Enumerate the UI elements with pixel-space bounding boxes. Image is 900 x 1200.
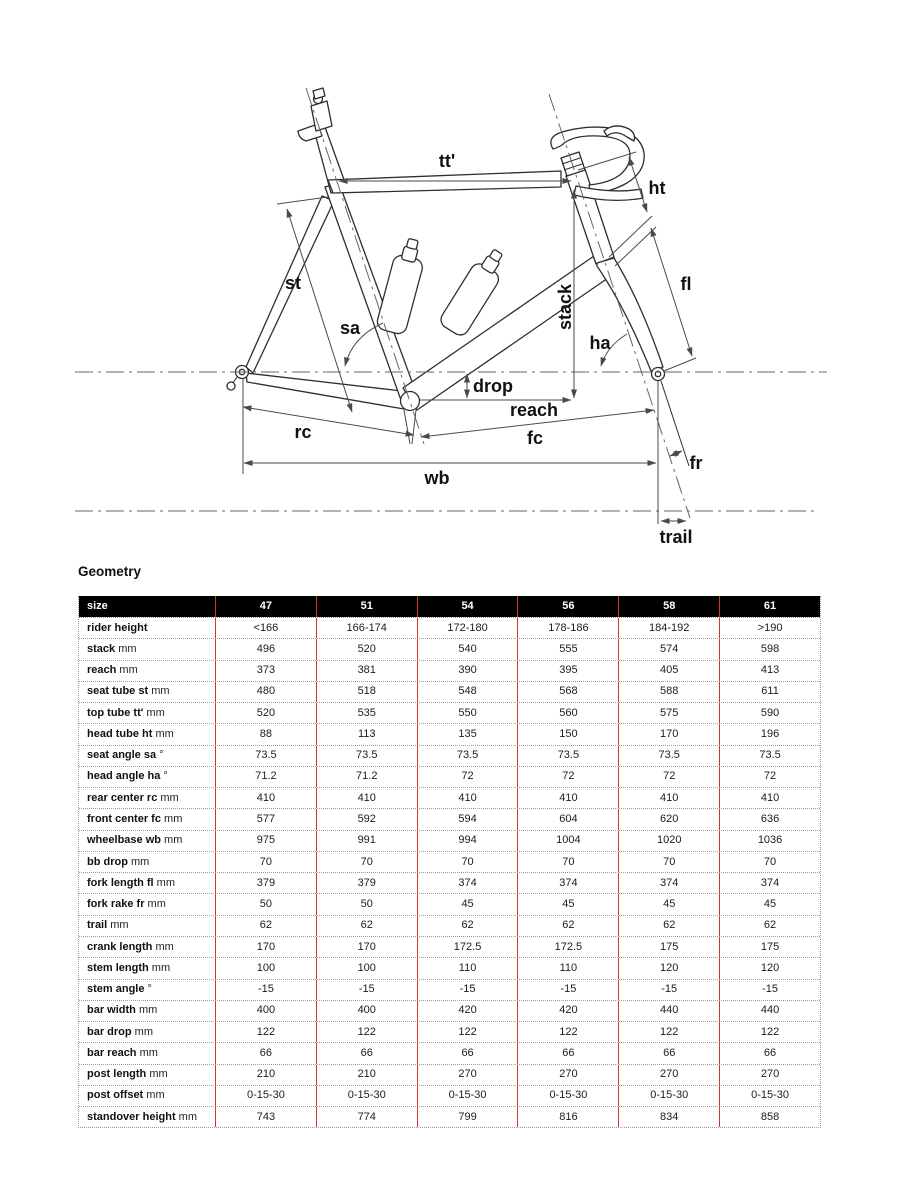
row-value: 66 bbox=[719, 1043, 820, 1063]
row-value: 496 bbox=[215, 639, 316, 659]
row-value: 66 bbox=[517, 1043, 618, 1063]
row-value: 540 bbox=[417, 639, 518, 659]
fork-offset-line bbox=[661, 381, 689, 466]
row-value: 73.5 bbox=[417, 746, 518, 766]
row-value: 73.5 bbox=[215, 746, 316, 766]
row-label: standover height mm bbox=[87, 1110, 198, 1123]
row-value: 405 bbox=[618, 661, 719, 681]
dimension-lines bbox=[243, 152, 696, 524]
row-value: 100 bbox=[215, 958, 316, 978]
row-value: 45 bbox=[618, 894, 719, 914]
row-value: -15 bbox=[417, 980, 518, 1000]
header-size-47: 47 bbox=[215, 596, 316, 617]
row-value: 413 bbox=[719, 661, 820, 681]
row-value: 72 bbox=[517, 767, 618, 787]
row-label: bb drop mm bbox=[87, 855, 150, 868]
row-value: 135 bbox=[417, 724, 518, 744]
row-value: 62 bbox=[417, 916, 518, 936]
row-value: 120 bbox=[618, 958, 719, 978]
row-value: 172-180 bbox=[417, 618, 518, 638]
table-row bbox=[79, 681, 820, 702]
row-value: 113 bbox=[316, 724, 417, 744]
row-value: 50 bbox=[316, 894, 417, 914]
row-value: 520 bbox=[215, 703, 316, 723]
row-label: stem angle ° bbox=[87, 983, 152, 996]
row-value: -15 bbox=[719, 980, 820, 1000]
row-label: post offset mm bbox=[87, 1089, 165, 1102]
table-row bbox=[79, 915, 820, 936]
row-value: 72 bbox=[719, 767, 820, 787]
row-label: reach mm bbox=[87, 664, 138, 677]
row-value: 110 bbox=[417, 958, 518, 978]
row-value: 70 bbox=[517, 852, 618, 872]
row-value: 410 bbox=[215, 788, 316, 808]
table-row bbox=[79, 1000, 820, 1021]
row-value: 71.2 bbox=[316, 767, 417, 787]
row-value: 150 bbox=[517, 724, 618, 744]
row-value: 122 bbox=[215, 1022, 316, 1042]
row-value: 210 bbox=[215, 1065, 316, 1085]
row-value: -15 bbox=[618, 980, 719, 1000]
row-value: 374 bbox=[719, 873, 820, 893]
table-row bbox=[79, 872, 820, 893]
row-value: 62 bbox=[618, 916, 719, 936]
row-value: 71.2 bbox=[215, 767, 316, 787]
row-value: 122 bbox=[517, 1022, 618, 1042]
row-value: 555 bbox=[517, 639, 618, 659]
row-value: 72 bbox=[618, 767, 719, 787]
table-row bbox=[79, 660, 820, 681]
row-label: trail mm bbox=[87, 919, 129, 932]
row-value: 122 bbox=[316, 1022, 417, 1042]
water-bottle-seat-tube bbox=[375, 236, 429, 336]
row-value: 816 bbox=[517, 1107, 618, 1127]
row-value: 373 bbox=[215, 661, 316, 681]
derailleur-hanger bbox=[227, 382, 235, 390]
row-value: 166-174 bbox=[316, 618, 417, 638]
row-value: 66 bbox=[417, 1043, 518, 1063]
row-value: 1020 bbox=[618, 831, 719, 851]
row-value: 73.5 bbox=[719, 746, 820, 766]
row-value: 172.5 bbox=[517, 937, 618, 957]
row-value: 270 bbox=[719, 1065, 820, 1085]
row-value: 420 bbox=[517, 1001, 618, 1021]
table-row bbox=[79, 936, 820, 957]
row-value: 410 bbox=[417, 788, 518, 808]
row-value: 0-15-30 bbox=[517, 1086, 618, 1106]
label-seat-angle: sa bbox=[339, 318, 361, 338]
table-row bbox=[79, 957, 820, 978]
row-label: stem length mm bbox=[87, 961, 171, 974]
row-value: 379 bbox=[316, 873, 417, 893]
row-value: 374 bbox=[417, 873, 518, 893]
row-value: 122 bbox=[417, 1022, 518, 1042]
table-row bbox=[79, 702, 820, 723]
row-value: 66 bbox=[316, 1043, 417, 1063]
row-value: 45 bbox=[517, 894, 618, 914]
row-value: 70 bbox=[719, 852, 820, 872]
row-value: 440 bbox=[618, 1001, 719, 1021]
row-label: stack mm bbox=[87, 642, 137, 655]
table-row bbox=[79, 979, 820, 1000]
row-value: 535 bbox=[316, 703, 417, 723]
row-label: bar reach mm bbox=[87, 1046, 158, 1059]
row-value: 440 bbox=[719, 1001, 820, 1021]
row-value: 45 bbox=[417, 894, 518, 914]
label-front-center: fc bbox=[526, 428, 544, 448]
table-row bbox=[79, 766, 820, 787]
row-value: <166 bbox=[215, 618, 316, 638]
table-row bbox=[79, 638, 820, 659]
row-value: 70 bbox=[618, 852, 719, 872]
row-value: 410 bbox=[618, 788, 719, 808]
chain-stay bbox=[246, 373, 404, 409]
row-value: 110 bbox=[517, 958, 618, 978]
row-value: -15 bbox=[215, 980, 316, 1000]
row-value: 379 bbox=[215, 873, 316, 893]
row-value: 122 bbox=[719, 1022, 820, 1042]
row-value: 743 bbox=[215, 1107, 316, 1127]
row-value: 62 bbox=[719, 916, 820, 936]
row-label: top tube tt' mm bbox=[87, 706, 165, 719]
table-row bbox=[79, 1106, 820, 1127]
row-value: 592 bbox=[316, 809, 417, 829]
bottom-bracket bbox=[401, 392, 420, 411]
header-size-56: 56 bbox=[517, 596, 618, 617]
row-value: 170 bbox=[618, 724, 719, 744]
row-value: 210 bbox=[316, 1065, 417, 1085]
table-row bbox=[79, 893, 820, 914]
label-rear-center: rc bbox=[294, 422, 312, 442]
row-value: 395 bbox=[517, 661, 618, 681]
header-size-51: 51 bbox=[316, 596, 417, 617]
row-value: 604 bbox=[517, 809, 618, 829]
row-value: 975 bbox=[215, 831, 316, 851]
row-value: 178-186 bbox=[517, 618, 618, 638]
label-head-tube: ht bbox=[648, 178, 666, 198]
row-value: 45 bbox=[719, 894, 820, 914]
row-label: front center fc mm bbox=[87, 813, 183, 826]
row-value: 170 bbox=[316, 937, 417, 957]
row-value: 73.5 bbox=[517, 746, 618, 766]
row-value: 66 bbox=[215, 1043, 316, 1063]
row-value: 577 bbox=[215, 809, 316, 829]
row-label: post length mm bbox=[87, 1068, 168, 1081]
geometry-table-header bbox=[79, 596, 820, 617]
row-value: 560 bbox=[517, 703, 618, 723]
row-value: 598 bbox=[719, 639, 820, 659]
row-label: head angle ha ° bbox=[87, 770, 168, 783]
row-value: 390 bbox=[417, 661, 518, 681]
row-value: 620 bbox=[618, 809, 719, 829]
header-size-label: size bbox=[87, 600, 108, 612]
row-value: 0-15-30 bbox=[316, 1086, 417, 1106]
row-value: 611 bbox=[719, 682, 820, 702]
row-value: 270 bbox=[417, 1065, 518, 1085]
table-row bbox=[79, 1085, 820, 1106]
row-label: seat tube st mm bbox=[87, 685, 170, 698]
label-fork-rake: fr bbox=[689, 453, 703, 473]
row-value: 172.5 bbox=[417, 937, 518, 957]
row-value: 270 bbox=[517, 1065, 618, 1085]
label-seat-tube: st bbox=[284, 273, 302, 293]
table-row bbox=[79, 851, 820, 872]
label-fork-length: fl bbox=[680, 274, 692, 294]
row-value: 0-15-30 bbox=[215, 1086, 316, 1106]
bike-frame-drawing bbox=[227, 88, 665, 411]
table-row bbox=[79, 1021, 820, 1042]
row-value: 400 bbox=[215, 1001, 316, 1021]
table-row bbox=[79, 745, 820, 766]
table-row bbox=[79, 1042, 820, 1063]
row-label: fork length fl mm bbox=[87, 876, 175, 889]
row-value: 410 bbox=[719, 788, 820, 808]
geometry-table-body bbox=[79, 617, 820, 1127]
table-row bbox=[79, 1064, 820, 1085]
row-value: 575 bbox=[618, 703, 719, 723]
row-value: 858 bbox=[719, 1107, 820, 1127]
row-label: head tube ht mm bbox=[87, 727, 174, 740]
row-value: 122 bbox=[618, 1022, 719, 1042]
row-value: 1004 bbox=[517, 831, 618, 851]
row-label: bar drop mm bbox=[87, 1025, 154, 1038]
top-tube bbox=[328, 171, 561, 193]
page-title: Geometry bbox=[78, 564, 142, 579]
row-value: 70 bbox=[316, 852, 417, 872]
row-value: 994 bbox=[417, 831, 518, 851]
row-value: 100 bbox=[316, 958, 417, 978]
row-value: 590 bbox=[719, 703, 820, 723]
row-value: 73.5 bbox=[618, 746, 719, 766]
row-value: 588 bbox=[618, 682, 719, 702]
row-value: 175 bbox=[719, 937, 820, 957]
row-value: 88 bbox=[215, 724, 316, 744]
row-value: -15 bbox=[316, 980, 417, 1000]
row-value: 518 bbox=[316, 682, 417, 702]
fork-blade bbox=[597, 258, 663, 371]
row-value: 175 bbox=[618, 937, 719, 957]
row-value: 0-15-30 bbox=[719, 1086, 820, 1106]
row-value: 381 bbox=[316, 661, 417, 681]
row-value: -15 bbox=[517, 980, 618, 1000]
row-value: 480 bbox=[215, 682, 316, 702]
label-wheelbase: wb bbox=[424, 468, 450, 488]
row-value: 120 bbox=[719, 958, 820, 978]
header-size-54: 54 bbox=[417, 596, 518, 617]
row-value: 574 bbox=[618, 639, 719, 659]
row-label: rider height bbox=[87, 621, 148, 634]
geometry-diagram bbox=[0, 0, 900, 560]
row-value: 70 bbox=[215, 852, 316, 872]
row-value: 834 bbox=[618, 1107, 719, 1127]
row-value: 550 bbox=[417, 703, 518, 723]
geometry-table bbox=[78, 596, 821, 1128]
row-value: 374 bbox=[517, 873, 618, 893]
row-value: 62 bbox=[316, 916, 417, 936]
row-value: 1036 bbox=[719, 831, 820, 851]
row-label: wheelbase wb mm bbox=[87, 834, 183, 847]
label-trail: trail bbox=[659, 527, 693, 547]
row-value: 774 bbox=[316, 1107, 417, 1127]
row-value: 170 bbox=[215, 937, 316, 957]
row-value: 548 bbox=[417, 682, 518, 702]
row-value: 184-192 bbox=[618, 618, 719, 638]
row-value: 374 bbox=[618, 873, 719, 893]
header-size-58: 58 bbox=[618, 596, 719, 617]
row-value: 799 bbox=[417, 1107, 518, 1127]
row-value: >190 bbox=[719, 618, 820, 638]
seat-clamp-nub bbox=[313, 88, 325, 99]
row-value: 568 bbox=[517, 682, 618, 702]
table-row bbox=[79, 617, 820, 638]
row-value: 270 bbox=[618, 1065, 719, 1085]
label-head-angle: ha bbox=[589, 333, 611, 353]
table-row bbox=[79, 787, 820, 808]
row-label: seat angle sa ° bbox=[87, 749, 164, 762]
row-value: 410 bbox=[517, 788, 618, 808]
row-value: 0-15-30 bbox=[417, 1086, 518, 1106]
row-value: 636 bbox=[719, 809, 820, 829]
row-value: 520 bbox=[316, 639, 417, 659]
row-value: 991 bbox=[316, 831, 417, 851]
table-row bbox=[79, 830, 820, 851]
row-label: rear center rc mm bbox=[87, 791, 179, 804]
row-value: 70 bbox=[417, 852, 518, 872]
row-value: 62 bbox=[517, 916, 618, 936]
label-reach: reach bbox=[509, 400, 559, 420]
row-value: 400 bbox=[316, 1001, 417, 1021]
row-value: 66 bbox=[618, 1043, 719, 1063]
row-value: 62 bbox=[215, 916, 316, 936]
row-label: fork rake fr mm bbox=[87, 898, 166, 911]
row-value: 0-15-30 bbox=[618, 1086, 719, 1106]
row-value: 73.5 bbox=[316, 746, 417, 766]
row-value: 594 bbox=[417, 809, 518, 829]
row-value: 420 bbox=[417, 1001, 518, 1021]
table-row bbox=[79, 723, 820, 744]
row-label: bar width mm bbox=[87, 1004, 158, 1017]
label-stack: stack bbox=[555, 283, 575, 331]
label-bb-drop: drop bbox=[473, 376, 513, 396]
row-label: crank length mm bbox=[87, 940, 174, 953]
header-size-61: 61 bbox=[719, 596, 820, 617]
row-value: 50 bbox=[215, 894, 316, 914]
row-value: 72 bbox=[417, 767, 518, 787]
row-value: 410 bbox=[316, 788, 417, 808]
table-row bbox=[79, 808, 820, 829]
row-value: 196 bbox=[719, 724, 820, 744]
label-top-tube: tt' bbox=[438, 151, 456, 171]
